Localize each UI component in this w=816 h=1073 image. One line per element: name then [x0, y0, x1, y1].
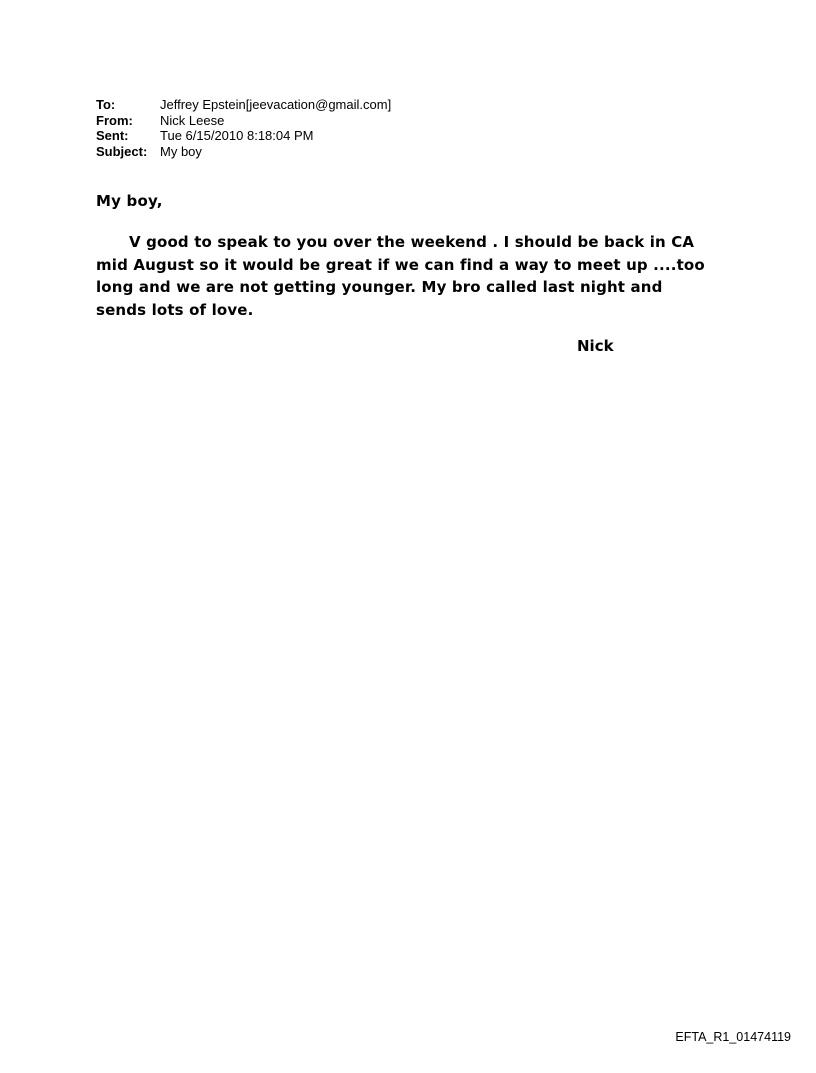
email-body	[96, 231, 736, 321]
document-id: EFTA_R1_01474119	[675, 1030, 791, 1044]
header-row-subject	[96, 144, 391, 160]
header-value-from: Nick Leese	[160, 112, 225, 128]
header-value-to: Jeffrey Epstein[jeevacation@gmail.com]	[160, 97, 392, 112]
body-line: long and we are not getting younger. My bro called last night and	[96, 278, 663, 296]
header-label-subject: Subject:	[96, 143, 148, 159]
body-line: V good to speak to you over the weekend . I should be back in CA	[129, 233, 695, 251]
email-greeting: My boy,	[96, 192, 163, 210]
email-signature: Nick	[577, 337, 614, 355]
header-label-to: To:	[96, 97, 116, 112]
body-line: sends lots of love.	[96, 300, 254, 319]
header-label-sent: Sent:	[96, 128, 129, 143]
header-value-sent: Tue 6/15/2010 8:18:04 PM	[160, 128, 314, 143]
email-header	[96, 97, 391, 159]
header-row-from	[96, 113, 391, 129]
header-row-sent	[96, 128, 391, 144]
header-label-from: From:	[96, 112, 133, 128]
body-line: mid August so it would be great if we can find a way to meet up ....too	[96, 255, 705, 274]
header-row-to	[96, 97, 391, 113]
header-value-subject: My boy	[160, 143, 202, 159]
